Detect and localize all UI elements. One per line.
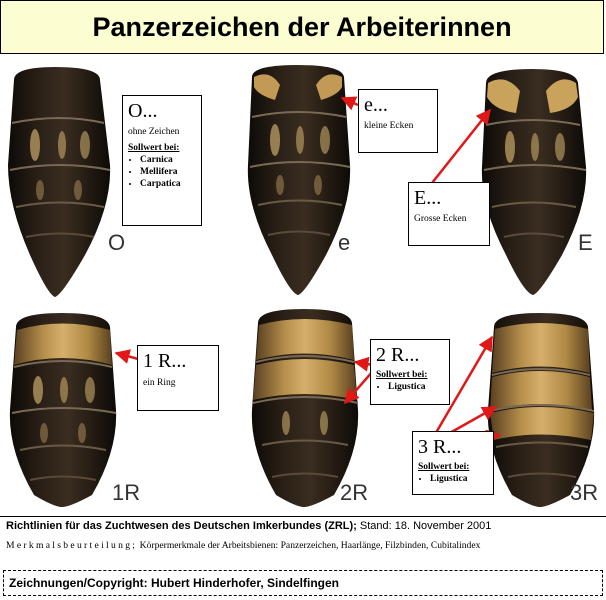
copyright-box — [3, 570, 603, 596]
label-box-big-e — [408, 182, 490, 246]
page-title: Panzerzeichen der Arbeiterinnen — [92, 11, 512, 42]
label-desc-e: kleine Ecken — [364, 121, 414, 131]
target-label-o: Sollwert bei: — [128, 143, 180, 153]
abdomen-3r — [488, 313, 594, 507]
target-item: • Carpatica — [140, 178, 196, 190]
label-heading-3r: 3 R... — [418, 436, 462, 458]
label-desc-big-e: Grosse Ecken — [414, 214, 467, 224]
illustration-panel — [0, 55, 606, 515]
title-banner — [0, 0, 604, 54]
label-heading-o: O... — [128, 100, 158, 122]
target-list-o — [128, 154, 196, 190]
arrow-big-e — [432, 110, 490, 183]
label-box-1r — [137, 345, 219, 411]
label-desc-1r: ein Ring — [143, 378, 176, 388]
abdomen-e — [248, 65, 350, 295]
target-label-3r: Sollwert bei: — [418, 462, 470, 472]
target-item: • Mellifera — [140, 166, 196, 178]
guideline-date: Stand: 18. November 2001 — [359, 520, 492, 532]
label-heading-e: e... — [364, 94, 388, 116]
assessment-detail: Körpermerkmale der Arbeitsbienen: Panzerzeichen, Haarlänge, Filzbinden, Cubitalindex — [139, 540, 481, 551]
caption-e: e — [338, 230, 351, 255]
abdomen-1r — [10, 313, 116, 507]
label-heading-1r: 1 R... — [143, 350, 187, 372]
target-item: • Ligustica — [430, 473, 488, 485]
guideline-line — [6, 520, 491, 532]
abdomen-2r — [252, 309, 358, 507]
target-item: • Carnica — [140, 154, 196, 166]
footer-divider — [0, 516, 606, 517]
assessment-heading: Merkmalsbeurteilung; — [6, 540, 138, 551]
copyright-text: Zeichnungen/Copyright: Hubert Hinderhofer, Sindelfingen — [9, 576, 339, 590]
label-desc-o: ohne Zeichen — [128, 127, 180, 137]
label-box-2r — [370, 339, 450, 405]
abdomen-big-e — [482, 69, 586, 295]
caption-2r: 2R — [340, 480, 369, 505]
assessment-line — [6, 540, 480, 551]
label-heading-2r: 2 R... — [376, 344, 420, 366]
caption-3r: 3R — [570, 480, 599, 505]
target-item: • Ligustica — [388, 381, 444, 393]
guideline-title: Richtlinien für das Zuchtwesen des Deutschen Imkerbundes (ZRL); — [6, 520, 357, 532]
target-label-2r: Sollwert bei: — [376, 370, 428, 380]
abdomen-illustrations — [0, 55, 606, 515]
caption-big-e: E — [578, 230, 593, 255]
caption-1r: 1R — [112, 480, 141, 505]
label-heading-big-e: E... — [414, 187, 442, 209]
label-box-o — [122, 95, 202, 226]
caption-o: O — [108, 230, 126, 255]
label-box-3r — [412, 431, 494, 495]
target-list-2r — [376, 381, 444, 393]
abdomen-o — [8, 67, 110, 297]
label-box-e — [358, 89, 438, 153]
target-list-3r — [418, 473, 488, 485]
